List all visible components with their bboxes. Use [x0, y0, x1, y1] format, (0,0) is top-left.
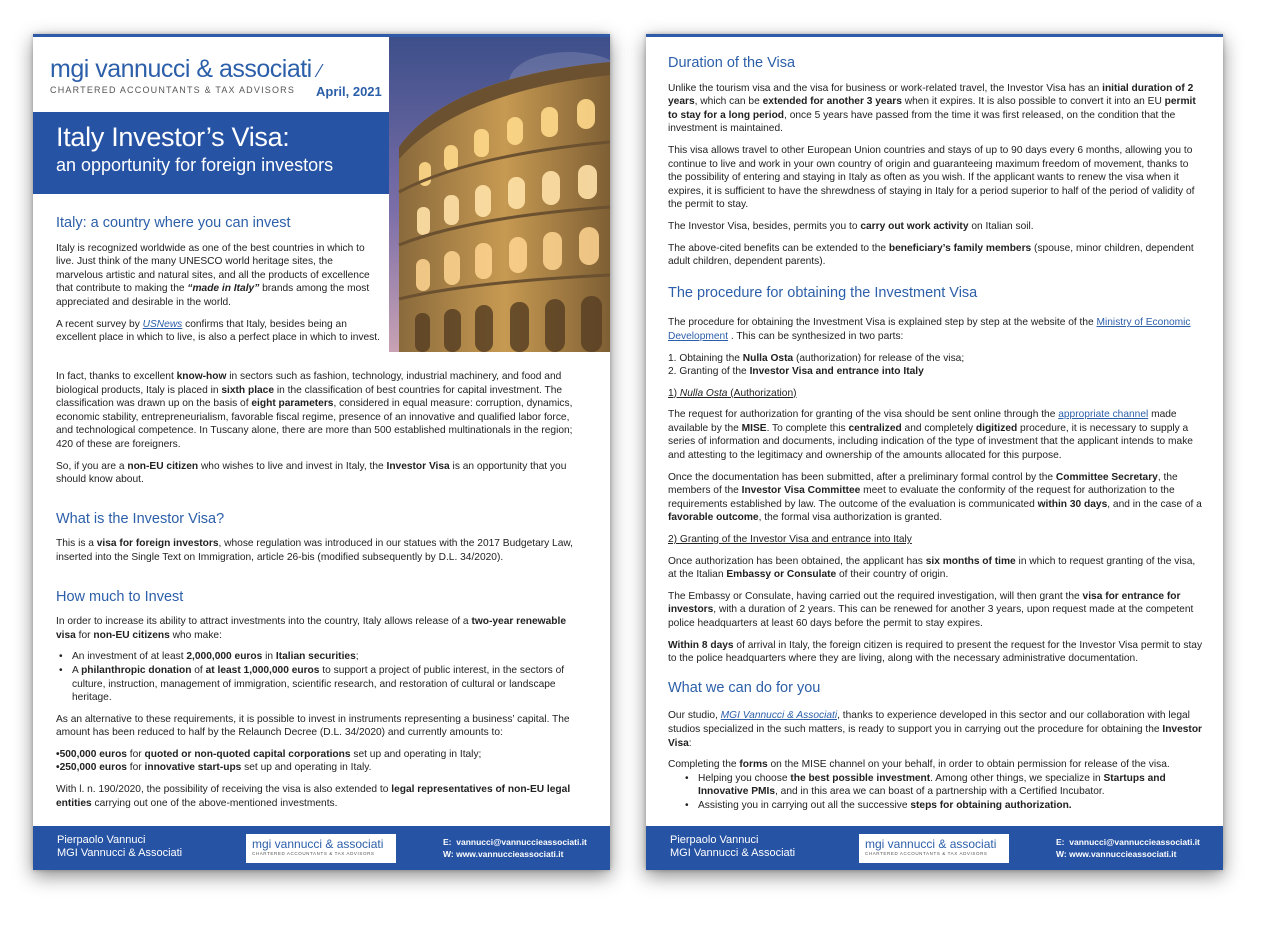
section-heading: The procedure for obtaining the Investment Visa [668, 284, 978, 301]
list-item: • A philanthropic donation of at least 1,000,000 euros to support a project of public interest, in the sectors of culture, instruction, management of immigration, scientific research, and restoration of cultural or landscape heritage. [56, 664, 586, 705]
paragraph: In order to increase its ability to attract investments into the country, Italy allows release of a two-year renewable visa for non-EU citizens who make: [56, 616, 566, 641]
footer [33, 826, 610, 870]
paragraph: The procedure for obtaining the Investment Visa is explained step by step at the website of the Ministry of Economic Development . This can be synthesized in two parts: [668, 317, 1191, 342]
footer-logo: mgi vannucci & associati CHARTERED ACCOUNTANTS & TAX ADVISORS [859, 834, 1009, 863]
right-body [668, 57, 1204, 821]
section-heading: How much to Invest [56, 588, 184, 605]
section-heading: What is the Investor Visa? [56, 510, 225, 527]
mgi-link[interactable]: MGI Vannucci & Associati [720, 710, 838, 722]
investment-list [56, 650, 586, 704]
subheading: 1) Nulla Osta (Authorization) [668, 387, 797, 399]
paragraph: The above-cited benefits can be extended to the beneficiary’s family members (spouse, minor children, dependent adult children, dependent parents). [668, 242, 1194, 268]
email-link[interactable]: vannucci@vannuccieassociati.it [456, 837, 587, 847]
page-title: Italy Investor’s Visa: [56, 122, 290, 152]
section-heading: Italy: a country where you can invest [56, 215, 291, 231]
paragraph: Our studio, MGI Vannucci & Associati, thanks to experience developed in this sector and our collaboration with legal studios specialized in the such matters, is ready to support you in carrying out the procedure for obtaining the Investor Visa: [668, 710, 1203, 749]
publication-date: April, 2021 [316, 84, 382, 99]
paragraph: Italy is recognized worldwide as one of the best countries in which to live. Just think of the many UNESCO world heritage sites, the marvelous artistic and natural sites, and all the products of excellence that contribute to making the “made in Italy” brands among the most appreciated and desirable in the world. [56, 242, 370, 308]
subheading: 2) Granting of the Investor Visa and entrance into Italy [668, 534, 912, 546]
page-right [646, 34, 1223, 870]
logo-swirl-icon: ⁄ [318, 61, 321, 81]
brand-subtitle: CHARTERED ACCOUNTANTS & TAX ADVISORS [50, 85, 296, 95]
paragraph: Within 8 days of arrival in Italy, the foreign citizen is required to present the request for the Investor Visa permit to stay to the police headquarters where they are living, along with the necessary administrative documentation. [668, 639, 1203, 665]
paragraph: So, if you are a non-EU citizen who wishes to live and invest in Italy, the Investor Visa is an opportunity that you should know about. [56, 460, 567, 486]
footer [646, 826, 1223, 870]
list-item: • Assisting you in carrying out all the successive steps for obtaining authorization. [682, 799, 1204, 813]
left-body [56, 370, 586, 818]
list-item: • Helping you choose the best possible investment. Among other things, we specialize in Startups and Innovative PMIs, and in this area we can boast of a partnership with a Certified Incubator. [682, 772, 1204, 799]
email-link[interactable]: vannucci@vannuccieassociati.it [1069, 837, 1200, 847]
footer-logo: mgi vannucci & associati CHARTERED ACCOUNTANTS & TAX ADVISORS [246, 834, 396, 863]
paragraph: Once authorization has been obtained, the applicant has six months of time in which to request granting of the visa, at the Italian Embassy or Consulate of their country of origin. [668, 555, 1196, 581]
paragraph: Unlike the tourism visa and the visa for business or work-related travel, the Investor Visa has an initial duration of 2 years, which can be extended for another 3 years when it expires. It is also possible to convert it into an EU permit to stay for a long period, once 5 years have passed from the time it was first released, on the condition that the investment is maintained. [668, 82, 1196, 135]
ministry-link[interactable]: Ministry of Economic Development [668, 317, 1191, 342]
paragraph: •500,000 euros for quoted or non-quoted capital corporations set up and operating in Italy; •250,000 euros for innovative start-ups set up and operating in Italy. [56, 748, 482, 774]
website-link[interactable]: www.vannuccieassociati.it [1069, 849, 1177, 859]
paragraph: Completing the forms on the MISE channel on your behalf, in order to obtain permission for release of the visa. [668, 759, 1170, 771]
section-heading: Duration of the Visa [668, 55, 796, 71]
paragraph: The request for authorization for granting of the visa should be sent online through the appropriate channel made available by the MISE. To complete this centralized and completely digitized procedure, it is necessary to supply a series of information and documents, including indication of the type of investment that the applicant intends to make and attesting to the legitimacy and ownership of the amounts allocated for this purpose. [668, 409, 1193, 462]
brand-name: mgi vannucci & associati [50, 55, 312, 83]
paragraph: The Investor Visa, besides, permits you to carry out work activity on Italian soil. [668, 220, 1034, 232]
footer-contact-name: Pierpaolo Vannuci MGI Vannucci & Associati [670, 834, 796, 859]
colosseum-photo [389, 37, 610, 352]
footer-contact: E: vannucci@vannuccieassociati.it W: www.vannuccieassociati.it [1056, 837, 1200, 859]
paragraph: With l. n. 190/2020, the possibility of receiving the visa is also extended to legal representatives of non-EU legal entities carrying out one of the above-mentioned investments. [56, 784, 571, 809]
section-invest-italy [56, 217, 381, 353]
page-left [33, 34, 610, 870]
footer-contact: E: vannucci@vannuccieassociati.it W: www.vannuccieassociati.it [443, 837, 587, 859]
page-subtitle: an opportunity for foreign investors [56, 155, 334, 175]
website-link[interactable]: www.vannuccieassociati.it [456, 849, 564, 859]
usnews-link[interactable]: USNews [142, 318, 183, 330]
footer-contact-name: Pierpaolo Vannuci MGI Vannucci & Associati [57, 834, 183, 859]
paragraph: 1. Obtaining the Nulla Osta (authorization) for release of the visa; 2. Granting of the Investor Visa and entrance into Italy [668, 352, 965, 378]
services-list [668, 772, 1204, 813]
paragraph: Once the documentation has been submitted, after a preliminary formal control by the Committee Secretary, the members of the Investor Visa Committee meet to evaluate the conformity of the request for authorization to the requirements established by law. The outcome of the evaluation is communicated within 30 days, and in the case of a favorable outcome, the formal visa authorization is granted. [668, 471, 1202, 524]
paragraph: This visa allows travel to other European Union countries and stays of up to 90 days every 6 months, allowing you to continue to live and work in your own country of origin and guaranteeing maximum freedom of movement, thanks to the possibility of entering and staying in Italy as often as you wish. If the applicant wants to renew the visa when it expires, it is sufficient to have the shrewdness of staying in Italy for a period superior to half of the period of validity of the permit to stay. [668, 144, 1195, 211]
section-heading: What we can do for you [668, 679, 821, 696]
paragraph: A recent survey by USNews confirms that Italy, besides being an excellent place in which to live, is also a perfect place in which to invest. [56, 318, 380, 344]
title-band [33, 112, 389, 194]
channel-link[interactable]: appropriate channel [1058, 409, 1149, 421]
list-item: • An investment of at least 2,000,000 euros in Italian securities; [56, 650, 586, 664]
paragraph: In fact, thanks to excellent know-how in sectors such as fashion, technology, industrial machinery, and food and biological products, Italy is placed in sixth place in the classification of best countries for capital investment. The classification was drawn up on the basis of eight parameters, considered in equal measure: corruption, dynamics, economic stability, entrepreneurialism, favorable fiscal regime, presence of an innovative and qualified labor force, and technological competence. In Tuscany alone, there are more than 500 established multinationals in the region; 420 of these are foreigners. [56, 371, 573, 450]
paragraph: The Embassy or Consulate, having carried out the required investigation, will then grant the visa for entrance for investors, with a duration of 2 years. This can be renewed for another 3 years, upon request made at the competent police headquarters at least 60 days before the permit to stay expires. [668, 590, 1194, 629]
paragraph: This is a visa for foreign investors, whose regulation was introduced in our statues with the 2017 Budgetary Law, inserted into the Single Text on Immigration, article 26-bis (modified subsequently by D.L. 34/2020). [56, 538, 574, 563]
paragraph: As an alternative to these requirements, it is possible to invest in instruments representing a business’ capital. The amount has been reduced to half by the Relaunch Decree (D.L. 34/2020) and currently amounts to: [56, 713, 570, 739]
